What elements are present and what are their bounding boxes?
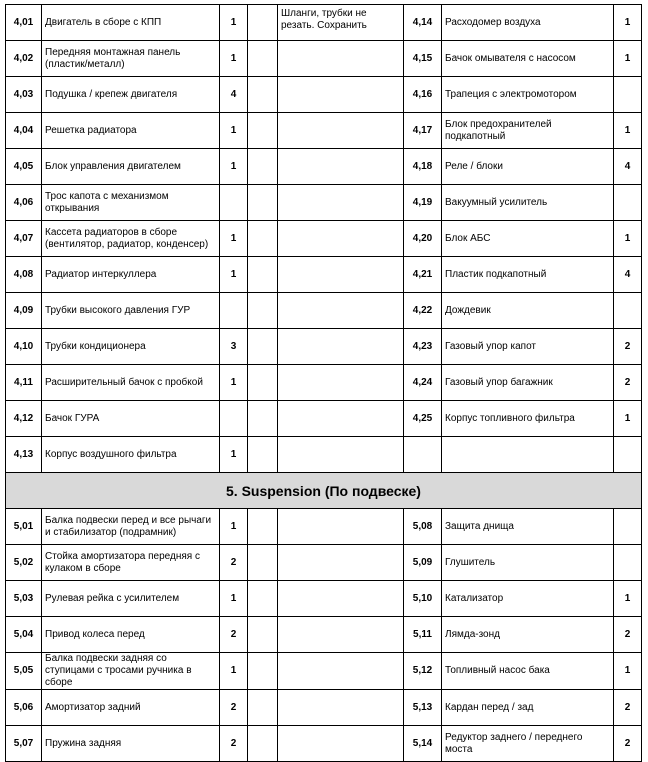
item-quantity xyxy=(614,509,642,545)
item-number xyxy=(404,509,442,545)
item-quantity xyxy=(614,41,642,77)
item-number-text: 4,19 xyxy=(412,196,433,208)
item-name xyxy=(442,617,614,653)
table-row xyxy=(6,293,642,329)
comment-cell xyxy=(278,690,404,726)
table-row xyxy=(6,401,642,437)
empty-cell xyxy=(248,545,278,581)
item-quantity xyxy=(614,5,642,41)
item-name-text: Пружина задняя xyxy=(45,737,122,749)
item-name xyxy=(442,77,614,113)
empty-cell xyxy=(248,41,278,77)
comment-cell xyxy=(278,77,404,113)
item-name xyxy=(42,5,220,41)
empty-cell xyxy=(248,221,278,257)
comment-cell xyxy=(278,401,404,437)
item-name-text: Радиатор интеркуллера xyxy=(45,268,157,280)
item-number xyxy=(404,5,442,41)
item-name-text: Передняя монтажная панель (пластик/металл) xyxy=(45,46,181,70)
empty-cell xyxy=(248,77,278,113)
item-name-text: Реле / блоки xyxy=(445,160,503,172)
item-quantity xyxy=(614,365,642,401)
item-quantity-text: 1 xyxy=(230,376,237,388)
item-name-text: Топливный насос бака xyxy=(445,665,550,676)
item-name-text: Расходомер воздуха xyxy=(445,16,541,28)
comment-cell xyxy=(278,581,404,617)
table-row xyxy=(6,329,642,365)
empty-cell xyxy=(248,401,278,437)
item-quantity xyxy=(614,617,642,653)
item-number xyxy=(404,185,442,221)
item-name xyxy=(442,293,614,329)
item-number xyxy=(6,185,42,221)
item-name-text: Трубки кондиционера xyxy=(45,340,146,352)
empty-cell xyxy=(248,257,278,293)
item-quantity-text: 2 xyxy=(230,737,237,749)
item-name xyxy=(42,257,220,293)
item-quantity-text: 1 xyxy=(230,520,237,532)
item-name-text: Защита днища xyxy=(445,520,514,532)
item-quantity xyxy=(220,41,248,77)
item-number xyxy=(404,545,442,581)
empty-cell xyxy=(248,329,278,365)
item-quantity xyxy=(220,617,248,653)
item-name-text: Газовый упор багажник xyxy=(445,376,553,388)
item-quantity xyxy=(220,545,248,581)
item-number-text: 4,24 xyxy=(412,376,433,388)
item-name xyxy=(442,185,614,221)
item-number xyxy=(6,113,42,149)
item-number xyxy=(404,437,442,473)
item-name-text: Решетка радиатора xyxy=(45,124,137,136)
item-number xyxy=(6,5,42,41)
item-quantity-text: 1 xyxy=(624,232,631,244)
item-number xyxy=(6,365,42,401)
item-quantity-text: 1 xyxy=(624,412,631,424)
item-quantity xyxy=(220,257,248,293)
item-number xyxy=(6,690,42,726)
item-number-text: 5,08 xyxy=(412,520,433,532)
item-quantity-text: 1 xyxy=(624,16,631,28)
item-number-text: 5,12 xyxy=(412,665,433,676)
item-name xyxy=(442,113,614,149)
item-name-text: Глушитель xyxy=(445,556,496,568)
comment-cell xyxy=(278,41,404,77)
item-name xyxy=(42,185,220,221)
item-name-text: Бачок ГУРА xyxy=(45,412,100,424)
empty-cell xyxy=(248,509,278,545)
comment-cell xyxy=(278,5,404,41)
item-number xyxy=(6,149,42,185)
comment-cell xyxy=(278,726,404,762)
item-name xyxy=(442,726,614,762)
item-number-text: 4,01 xyxy=(13,16,34,28)
item-quantity xyxy=(614,690,642,726)
item-quantity-text: 2 xyxy=(624,737,631,749)
item-quantity-text: 1 xyxy=(230,665,237,676)
item-quantity-text: 2 xyxy=(624,376,631,388)
item-number-text: 5,02 xyxy=(13,556,34,568)
item-number-text: 4,03 xyxy=(13,88,34,100)
item-name xyxy=(42,113,220,149)
item-name xyxy=(42,690,220,726)
section-header-row xyxy=(6,473,642,509)
item-quantity xyxy=(614,653,642,690)
item-number xyxy=(6,77,42,113)
item-quantity xyxy=(220,365,248,401)
item-quantity-text: 3 xyxy=(230,340,237,352)
table-row xyxy=(6,509,642,545)
item-quantity xyxy=(220,185,248,221)
empty-cell xyxy=(248,113,278,149)
item-name xyxy=(442,401,614,437)
item-name-text: Лямда-зонд xyxy=(445,628,500,640)
item-name-text: Редуктор заднего / переднего моста xyxy=(445,731,583,755)
table-row xyxy=(6,365,642,401)
item-quantity-text: 1 xyxy=(230,592,237,604)
item-quantity xyxy=(614,221,642,257)
item-name-text: Бачок омывателя с насосом xyxy=(445,52,576,64)
item-quantity-text: 1 xyxy=(624,124,631,136)
item-quantity xyxy=(220,293,248,329)
item-name xyxy=(42,617,220,653)
comment-cell xyxy=(278,617,404,653)
item-quantity xyxy=(220,149,248,185)
comment-cell xyxy=(278,545,404,581)
item-number-text: 4,13 xyxy=(13,448,34,460)
item-number xyxy=(404,221,442,257)
comment-cell-text: Шланги, трубки не резать. Сохранить xyxy=(281,8,367,31)
item-number-text: 5,05 xyxy=(13,665,34,676)
table-row xyxy=(6,149,642,185)
item-name-text: Подушка / крепеж двигателя xyxy=(45,88,178,100)
item-quantity xyxy=(614,437,642,473)
item-quantity-text: 4 xyxy=(624,160,631,172)
item-number-text: 5,11 xyxy=(413,628,432,640)
item-quantity-text: 1 xyxy=(624,665,631,676)
item-number xyxy=(404,690,442,726)
item-number xyxy=(404,113,442,149)
item-quantity-text: 1 xyxy=(230,232,237,244)
empty-cell xyxy=(248,5,278,41)
item-name-text: Дождевик xyxy=(445,304,491,316)
item-quantity xyxy=(614,185,642,221)
item-number-text: 4,04 xyxy=(13,124,34,136)
item-name-text: Блок АБС xyxy=(445,232,491,244)
comment-cell xyxy=(278,149,404,185)
item-name xyxy=(42,221,220,257)
item-name xyxy=(442,329,614,365)
item-name xyxy=(442,221,614,257)
table-row xyxy=(6,185,642,221)
item-quantity-text: 1 xyxy=(230,268,237,280)
table-row xyxy=(6,653,642,690)
comment-cell xyxy=(278,257,404,293)
item-number xyxy=(404,365,442,401)
table-row xyxy=(6,77,642,113)
item-number xyxy=(6,293,42,329)
empty-cell xyxy=(248,617,278,653)
item-number-text: 4,10 xyxy=(13,340,34,352)
item-quantity xyxy=(614,545,642,581)
item-quantity-text: 4 xyxy=(230,88,237,100)
item-name xyxy=(442,509,614,545)
item-quantity-text: 2 xyxy=(230,701,237,713)
item-number-text: 5,13 xyxy=(412,701,433,713)
item-quantity-text: 1 xyxy=(624,592,631,604)
item-name xyxy=(442,690,614,726)
empty-cell xyxy=(248,149,278,185)
parts-table xyxy=(5,4,642,762)
item-number xyxy=(6,653,42,690)
item-quantity xyxy=(220,77,248,113)
table-row xyxy=(6,41,642,77)
item-number-text: 5,14 xyxy=(412,737,433,749)
empty-cell xyxy=(248,185,278,221)
item-quantity-text: 2 xyxy=(230,556,237,568)
item-name xyxy=(42,509,220,545)
item-number-text: 4,21 xyxy=(412,268,433,280)
table-row xyxy=(6,545,642,581)
item-name-text: Кассета радиаторов в сборе (вентилятор, радиатор, конденсер) xyxy=(45,226,209,250)
item-name-text: Рулевая рейка с усилителем xyxy=(45,592,180,604)
item-number-text: 4,22 xyxy=(412,304,433,316)
item-quantity xyxy=(614,77,642,113)
item-name-text: Корпус воздушного фильтра xyxy=(45,448,177,460)
item-name xyxy=(442,257,614,293)
item-name xyxy=(442,5,614,41)
item-name xyxy=(442,653,614,690)
item-number xyxy=(404,149,442,185)
item-quantity xyxy=(614,293,642,329)
item-quantity-text: 2 xyxy=(624,628,631,640)
item-name xyxy=(42,401,220,437)
item-quantity xyxy=(220,726,248,762)
item-quantity xyxy=(614,726,642,762)
table-row xyxy=(6,581,642,617)
table-row xyxy=(6,221,642,257)
item-name-text: Газовый упор капот xyxy=(445,340,537,352)
item-name xyxy=(42,293,220,329)
comment-cell xyxy=(278,221,404,257)
table-row xyxy=(6,690,642,726)
table-row xyxy=(6,257,642,293)
item-number-text: 4,02 xyxy=(13,52,34,64)
item-number xyxy=(404,41,442,77)
comment-cell xyxy=(278,293,404,329)
comment-cell xyxy=(278,437,404,473)
item-number xyxy=(6,509,42,545)
item-quantity-text: 1 xyxy=(230,160,237,172)
item-name-text: Двигатель в сборе с КПП xyxy=(45,16,162,28)
item-number-text: 4,11 xyxy=(14,376,33,388)
item-number xyxy=(6,726,42,762)
comment-cell xyxy=(278,653,404,690)
item-quantity-text: 1 xyxy=(230,448,237,460)
item-name xyxy=(42,77,220,113)
item-number xyxy=(404,77,442,113)
comment-cell xyxy=(278,185,404,221)
item-name-text: Блок управления двигателем xyxy=(45,160,181,172)
item-number-text: 4,25 xyxy=(412,412,433,424)
empty-cell xyxy=(248,690,278,726)
item-number-text: 4,18 xyxy=(412,160,433,172)
item-number-text: 4,05 xyxy=(13,160,34,172)
item-name-text: Расширительный бачок с пробкой xyxy=(45,376,203,388)
item-number xyxy=(6,401,42,437)
item-number xyxy=(6,257,42,293)
empty-cell xyxy=(248,581,278,617)
item-quantity xyxy=(220,401,248,437)
item-number xyxy=(404,617,442,653)
empty-cell xyxy=(248,726,278,762)
item-number xyxy=(404,401,442,437)
item-number xyxy=(6,221,42,257)
item-quantity xyxy=(220,437,248,473)
comment-cell xyxy=(278,329,404,365)
item-quantity-text: 1 xyxy=(624,52,631,64)
item-number-text: 4,23 xyxy=(412,340,433,352)
item-name xyxy=(442,365,614,401)
table-row xyxy=(6,726,642,762)
item-quantity xyxy=(220,690,248,726)
item-name-text: Пластик подкапотный xyxy=(445,268,547,280)
item-name-text: Корпус топливного фильтра xyxy=(445,412,575,424)
item-name xyxy=(42,726,220,762)
item-number-text: 4,06 xyxy=(13,196,34,208)
item-quantity-text: 1 xyxy=(230,124,237,136)
item-name xyxy=(442,437,614,473)
item-number-text: 4,07 xyxy=(13,232,34,244)
item-name xyxy=(42,149,220,185)
item-number xyxy=(404,653,442,690)
item-name-text: Блок предохранителей подкапотный xyxy=(445,118,552,142)
item-name-text: Стойка амортизатора передняя с кулаком в сборе xyxy=(45,550,200,574)
item-name-text: Вакуумный усилитель xyxy=(445,196,548,208)
item-name-text: Амортизатор задний xyxy=(45,701,141,713)
item-quantity xyxy=(614,581,642,617)
table-row xyxy=(6,113,642,149)
empty-cell xyxy=(248,365,278,401)
item-name xyxy=(42,437,220,473)
item-quantity xyxy=(614,329,642,365)
item-number-text: 4,12 xyxy=(13,412,34,424)
item-name xyxy=(442,149,614,185)
item-quantity-text: 2 xyxy=(230,628,237,640)
item-number-text: 5,09 xyxy=(412,556,433,568)
item-name xyxy=(42,365,220,401)
item-quantity xyxy=(614,113,642,149)
item-quantity-text: 1 xyxy=(230,16,237,28)
item-number-text: 4,20 xyxy=(412,232,433,244)
item-quantity xyxy=(220,581,248,617)
item-number xyxy=(404,581,442,617)
item-number xyxy=(6,329,42,365)
item-number-text: 4,08 xyxy=(13,268,34,280)
item-number xyxy=(6,41,42,77)
item-quantity xyxy=(614,149,642,185)
item-number-text: 5,10 xyxy=(412,592,433,604)
item-number-text: 4,14 xyxy=(412,16,433,28)
item-number-text: 4,16 xyxy=(412,88,433,100)
item-number-text: 5,07 xyxy=(13,737,34,749)
item-name xyxy=(442,545,614,581)
item-quantity xyxy=(220,329,248,365)
item-number-text: 4,15 xyxy=(412,52,433,64)
item-name-text: Трос капота с механизмом открывания xyxy=(45,190,169,214)
item-name-text: Трубки высокого давления ГУР xyxy=(45,304,191,316)
item-quantity xyxy=(220,113,248,149)
table-row xyxy=(6,437,642,473)
item-name xyxy=(42,545,220,581)
item-quantity xyxy=(614,401,642,437)
item-quantity xyxy=(220,509,248,545)
comment-cell xyxy=(278,365,404,401)
item-name-text: Привод колеса перед xyxy=(45,628,145,640)
item-name-text: Балка подвески перед и все рычаги и стабилизатор (подрамник) xyxy=(45,514,212,538)
item-name xyxy=(42,581,220,617)
section-title: 5. Suspension (По подвеске) xyxy=(6,473,642,509)
item-number-text: 5,03 xyxy=(13,592,34,604)
table-row xyxy=(6,5,642,41)
item-number xyxy=(404,293,442,329)
table-row xyxy=(6,617,642,653)
item-number-text: 4,17 xyxy=(412,124,433,136)
item-number xyxy=(404,726,442,762)
item-name xyxy=(42,653,220,690)
item-name-text: Балка подвески задняя со ступицами с тросами ручника в сборе xyxy=(45,653,192,688)
item-quantity-text: 1 xyxy=(230,52,237,64)
comment-cell xyxy=(278,509,404,545)
item-number xyxy=(404,329,442,365)
item-quantity xyxy=(614,257,642,293)
item-name xyxy=(42,41,220,77)
item-name-text: Катализатор xyxy=(445,592,504,604)
item-number xyxy=(6,617,42,653)
item-quantity xyxy=(220,5,248,41)
item-number xyxy=(6,581,42,617)
item-quantity-text: 2 xyxy=(624,701,631,713)
item-quantity-text: 4 xyxy=(624,268,631,280)
item-name-text: Кардан перед / зад xyxy=(445,701,534,713)
empty-cell xyxy=(248,653,278,690)
item-name-text: Трапеция с электромотором xyxy=(445,88,577,100)
item-name xyxy=(442,581,614,617)
item-number-text: 5,06 xyxy=(13,701,34,713)
item-number-text: 5,01 xyxy=(13,520,34,532)
item-number xyxy=(404,257,442,293)
item-quantity xyxy=(220,653,248,690)
item-number-text: 5,04 xyxy=(13,628,34,640)
empty-cell xyxy=(248,293,278,329)
item-number xyxy=(6,545,42,581)
item-number xyxy=(6,437,42,473)
item-name xyxy=(42,329,220,365)
empty-cell xyxy=(248,437,278,473)
item-number-text: 4,09 xyxy=(13,304,34,316)
comment-cell xyxy=(278,113,404,149)
item-name xyxy=(442,41,614,77)
item-quantity-text: 2 xyxy=(624,340,631,352)
item-quantity xyxy=(220,221,248,257)
